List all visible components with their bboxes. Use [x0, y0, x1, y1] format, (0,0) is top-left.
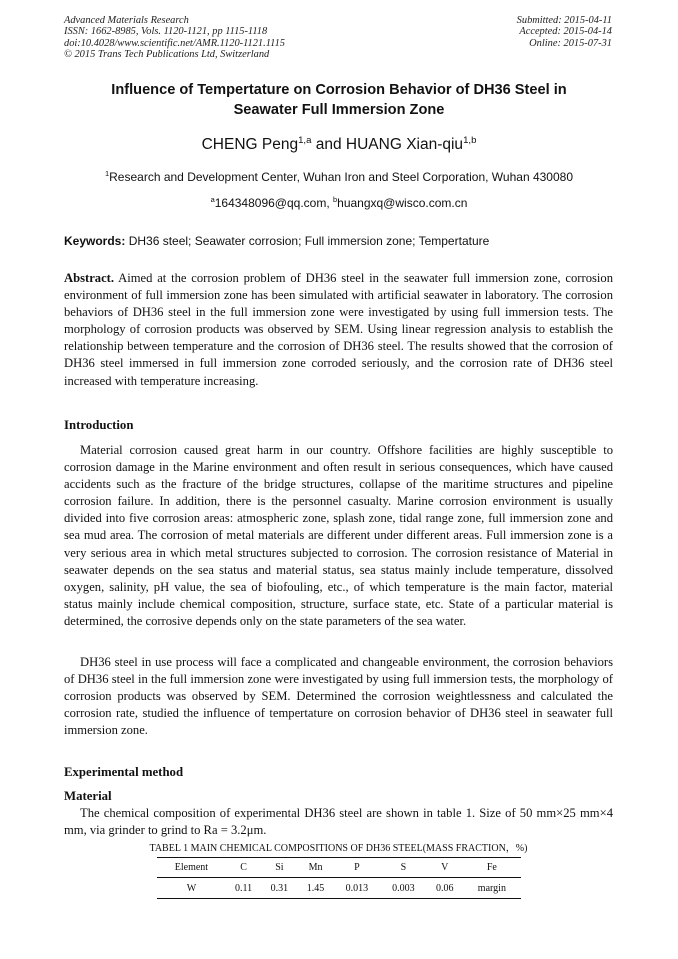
- author-list: [40, 135, 638, 155]
- author-joiner: and: [311, 136, 346, 153]
- email-b: huangxq@wisco.com.cn: [337, 196, 468, 210]
- submission-dates: [517, 15, 612, 49]
- experimental-heading: Experimental method: [64, 765, 184, 779]
- material-heading: Material: [64, 789, 112, 803]
- table-header-cell: P: [334, 858, 381, 878]
- table-header-row: [157, 858, 521, 878]
- table-cell: 0.11: [226, 878, 261, 899]
- table-header-cell: S: [380, 858, 427, 878]
- author-2-affil: 1,b: [463, 134, 477, 146]
- keywords-text: DH36 steel; Seawater corrosion; Full immersion zone; Tempertature: [125, 234, 490, 248]
- table-cell: 1.45: [297, 878, 333, 899]
- paper-title: [40, 80, 638, 120]
- email-a-sup: a: [210, 195, 215, 204]
- journal-info: [64, 15, 285, 60]
- table-header-cell: Mn: [297, 858, 333, 878]
- abstract-text: Aimed at the corrosion problem of DH36 steel in the seawater full immersion zone, corrosion environment of full immersion zone has been simulated with artificial seawater in laboratory. The corrosion behaviors of DH36 steel in the full immersion zone were investigated by using full immersion tests. The morphology of corrosion products was observed by SEM. Using linear regression analysis to establish the relationship between temperature and the corrosion of DH36 steel. The results showed that the corrosion of DH36 steel immersed in full immersion zone corroded seriously, and the corrosion rate of DH36 steel increased with temperature increasing.: [64, 271, 613, 388]
- online-date: Online: 2015-07-31: [529, 37, 612, 49]
- table-cell: margin: [463, 878, 521, 899]
- title-line-2: Seawater Full Immersion Zone: [233, 102, 445, 118]
- table-header-cell: Element: [157, 858, 226, 878]
- composition-table: [157, 857, 521, 899]
- affiliation: [40, 169, 638, 185]
- keywords-label: Keywords:: [64, 234, 126, 248]
- accepted-date: Accepted: 2015-04-14: [519, 26, 612, 38]
- keywords: [64, 233, 614, 249]
- table-cell: 0.31: [261, 878, 297, 899]
- abstract-label: Abstract.: [64, 271, 115, 285]
- author-emails: [40, 195, 638, 211]
- table-header-cell: Fe: [463, 858, 521, 878]
- journal-issn: ISSN: 1662-8985, Vols. 1120-1121, pp 1115-1118: [64, 26, 268, 38]
- author-1-name: CHENG Peng: [201, 136, 299, 153]
- journal-copyright: © 2015 Trans Tech Publications Ltd, Switzerland: [64, 48, 270, 60]
- introduction-heading: Introduction: [64, 418, 134, 432]
- email-b-sup: b: [333, 195, 338, 204]
- author-2-name: HUANG Xian-qiu: [345, 136, 464, 153]
- table-cell: 0.003: [380, 878, 427, 899]
- submitted-date: Submitted: 2015-04-11: [516, 15, 612, 26]
- abstract: [64, 270, 613, 390]
- table-cell: 0.013: [334, 878, 381, 899]
- table-header-cell: C: [226, 858, 261, 878]
- affiliation-text: Research and Development Center, Wuhan Iron and Steel Corporation, Wuhan 430080: [109, 170, 573, 184]
- table-caption: TABEL 1 MAIN CHEMICAL COMPOSITIONS OF DH36 STEEL(MASS FRACTION，%): [149, 843, 528, 854]
- table-header-cell: Si: [261, 858, 297, 878]
- introduction-paragraph-2: DH36 steel in use process will face a complicated and changeable environment, the corrosion behaviors of DH36 steel in the full immersion zone were investigated by using full immersion tests, the morphology of corrosion products was observed by SEM. Determined the corrosion weightlessness and calculated the corrosion rate, studied the influence of tempertature on corrosion behavior of DH36 steel in seawater full immersion zone.: [64, 655, 613, 738]
- table-cell: 0.06: [427, 878, 463, 899]
- author-1-affil: 1,a: [298, 134, 312, 146]
- title-line-1: Influence of Tempertature on Corrosion Behavior of DH36 Steel in: [111, 82, 567, 98]
- table-row: [157, 878, 521, 899]
- journal-doi: doi:10.4028/www.scientific.net/AMR.1120-1121.1115: [64, 37, 285, 49]
- affiliation-sup: 1: [105, 169, 110, 178]
- table-cell: W: [157, 878, 226, 899]
- introduction-paragraph-1: Material corrosion caused great harm in our country. Offshore facilities are highly susceptible to corrosion damage in the Marine environment and often result in serious consequences, which have caused accidents such as the fracture of the bridge structures, collapse of the maritime structures and pipeline corrosion failure. In addition, there is the personnel casualty. Marine corrosion environment is usually divided into five corrosion areas: atmospheric zone, splash zone, tidal range zone, full immersion zone and sea mud area. The corrosion of metal materials are different under different areas. Full immersion zone is a very serious area in which metal structures subjected to corrosion. The corrosion resistance of Material in seawater depends on the sea status and material status, sea status mainly include temperature, dissolved oxygen, salinity, pH value, the sea of biofouling, etc., of which temperature is the main factor, material status mainly include chemical composition, structure, surface state, etc. State of a particular material is determined, the corrosive depends only on the state parameters of the sea water.: [64, 443, 613, 628]
- journal-name: Advanced Materials Research: [64, 15, 189, 26]
- material-paragraph: The chemical composition of experimental DH36 steel are shown in table 1. Size of 50 mm×25 mm×4 mm, via grinder to grind to Ra = 3.2μm.: [64, 806, 613, 838]
- table-header-cell: V: [427, 858, 463, 878]
- email-a: 164348096@qq.com,: [214, 196, 333, 210]
